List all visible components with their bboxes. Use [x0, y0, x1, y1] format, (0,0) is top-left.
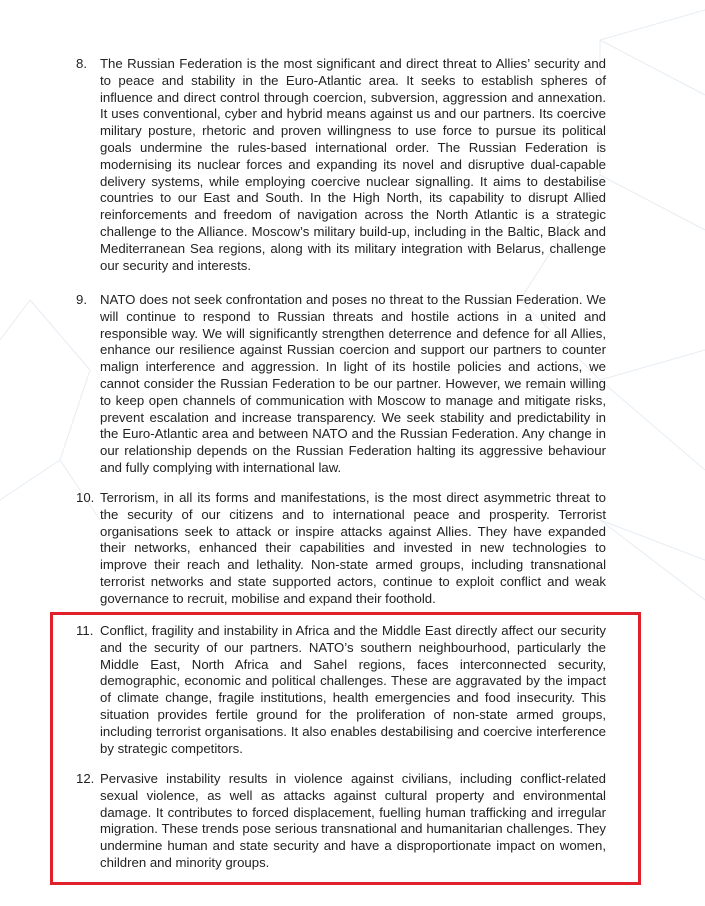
paragraph-text: Terrorism, in all its forms and manifestations, is the most direct asymmetric threat to the security of our citizens and to international peace and prosperity. Terrorist organisations seek to attack or inspire attacks against Allies. They have expanded their networks, enhanced their capabilities and invested in new technologies to improve their reach and lethality. Non-state armed groups, including transnational terrorist networks and state supported actors, continue to exploit conflict and weak governance to recruit, mobilise and expand their foothold. — [100, 490, 606, 606]
paragraph-number: 12. — [76, 771, 95, 786]
paragraph-number: 11. — [76, 623, 94, 638]
paragraph-8 — [76, 56, 606, 274]
paragraph-text: NATO does not seek confrontation and poses no threat to the Russian Federation. We will continue to respond to Russian threats and hostile actions in a united and responsible way. We will significantly strengthen deterrence and defence for all Allies, enhance our resilience against Russian coercion and support our partners to counter malign interference and aggression. In light of its hostile policies and actions, we cannot consider the Russian Federation to be our partner. However, we remain willing to keep open channels of communication with Moscow to manage and mitigate risks, prevent escalation and increase transparency. We seek stability and predictability in the Euro-Atlantic area and between NATO and the Russian Federation. Any change in our relationship depends on the Russian Federation halting its aggressive behaviour and fully complying with international law. — [100, 292, 606, 475]
highlight-annotation-box — [50, 612, 641, 885]
paragraph-number: 10. — [76, 490, 95, 505]
paragraph-text: The Russian Federation is the most significant and direct threat to Allies’ security and to peace and stability in the Euro-Atlantic area. It seeks to establish spheres of influence and direct control through coercion, subversion, aggression and annexation. It uses conventional, cyber and hybrid means against us and our partners. Its coercive military posture, rhetoric and proven willingness to use force to pursue its political goals undermine the rules-based international order. The Russian Federation is modernising its nuclear forces and expanding its novel and disruptive dual-capable delivery systems, while employing coercive nuclear signalling. It aims to destabilise countries to our East and South. In the High North, its capability to disrupt Allied reinforcements and freedom of navigation across the North Atlantic is a strategic challenge to the Alliance. Moscow’s military build-up, including in the Baltic, Black and Mediterranean Sea regions, along with its military integration with Belarus, challenge our security and interests. — [100, 56, 606, 273]
paragraph-9 — [76, 292, 606, 477]
paragraph-10 — [76, 490, 606, 608]
paragraph-text: Pervasive instability results in violence against civilians, including conflict-related sexual violence, as well as attacks against cultural property and environmental damage. It contributes to forced displacement, fuelling human trafficking and irregular migration. These trends pose serious transnational and humanitarian challenges. They undermine human and state security and have a disproportionate impact on women, children and minority groups. — [100, 771, 606, 870]
paragraph-text: Conflict, fragility and instability in Africa and the Middle East directly affect our security and the security of our partners. NATO’s southern neighbourhood, particularly the Middle East, North Africa and Sahel regions, faces interconnected security, demographic, economic and political challenges. These are aggravated by the impact of climate change, fragile institutions, health emergencies and food insecurity. This situation provides fertile ground for the proliferation of non-state armed groups, including terrorist organisations. It also enables destabilising and coercive interference by strategic competitors. — [100, 623, 606, 756]
paragraph-number: 8. — [76, 56, 87, 71]
paragraph-number: 9. — [76, 292, 87, 307]
